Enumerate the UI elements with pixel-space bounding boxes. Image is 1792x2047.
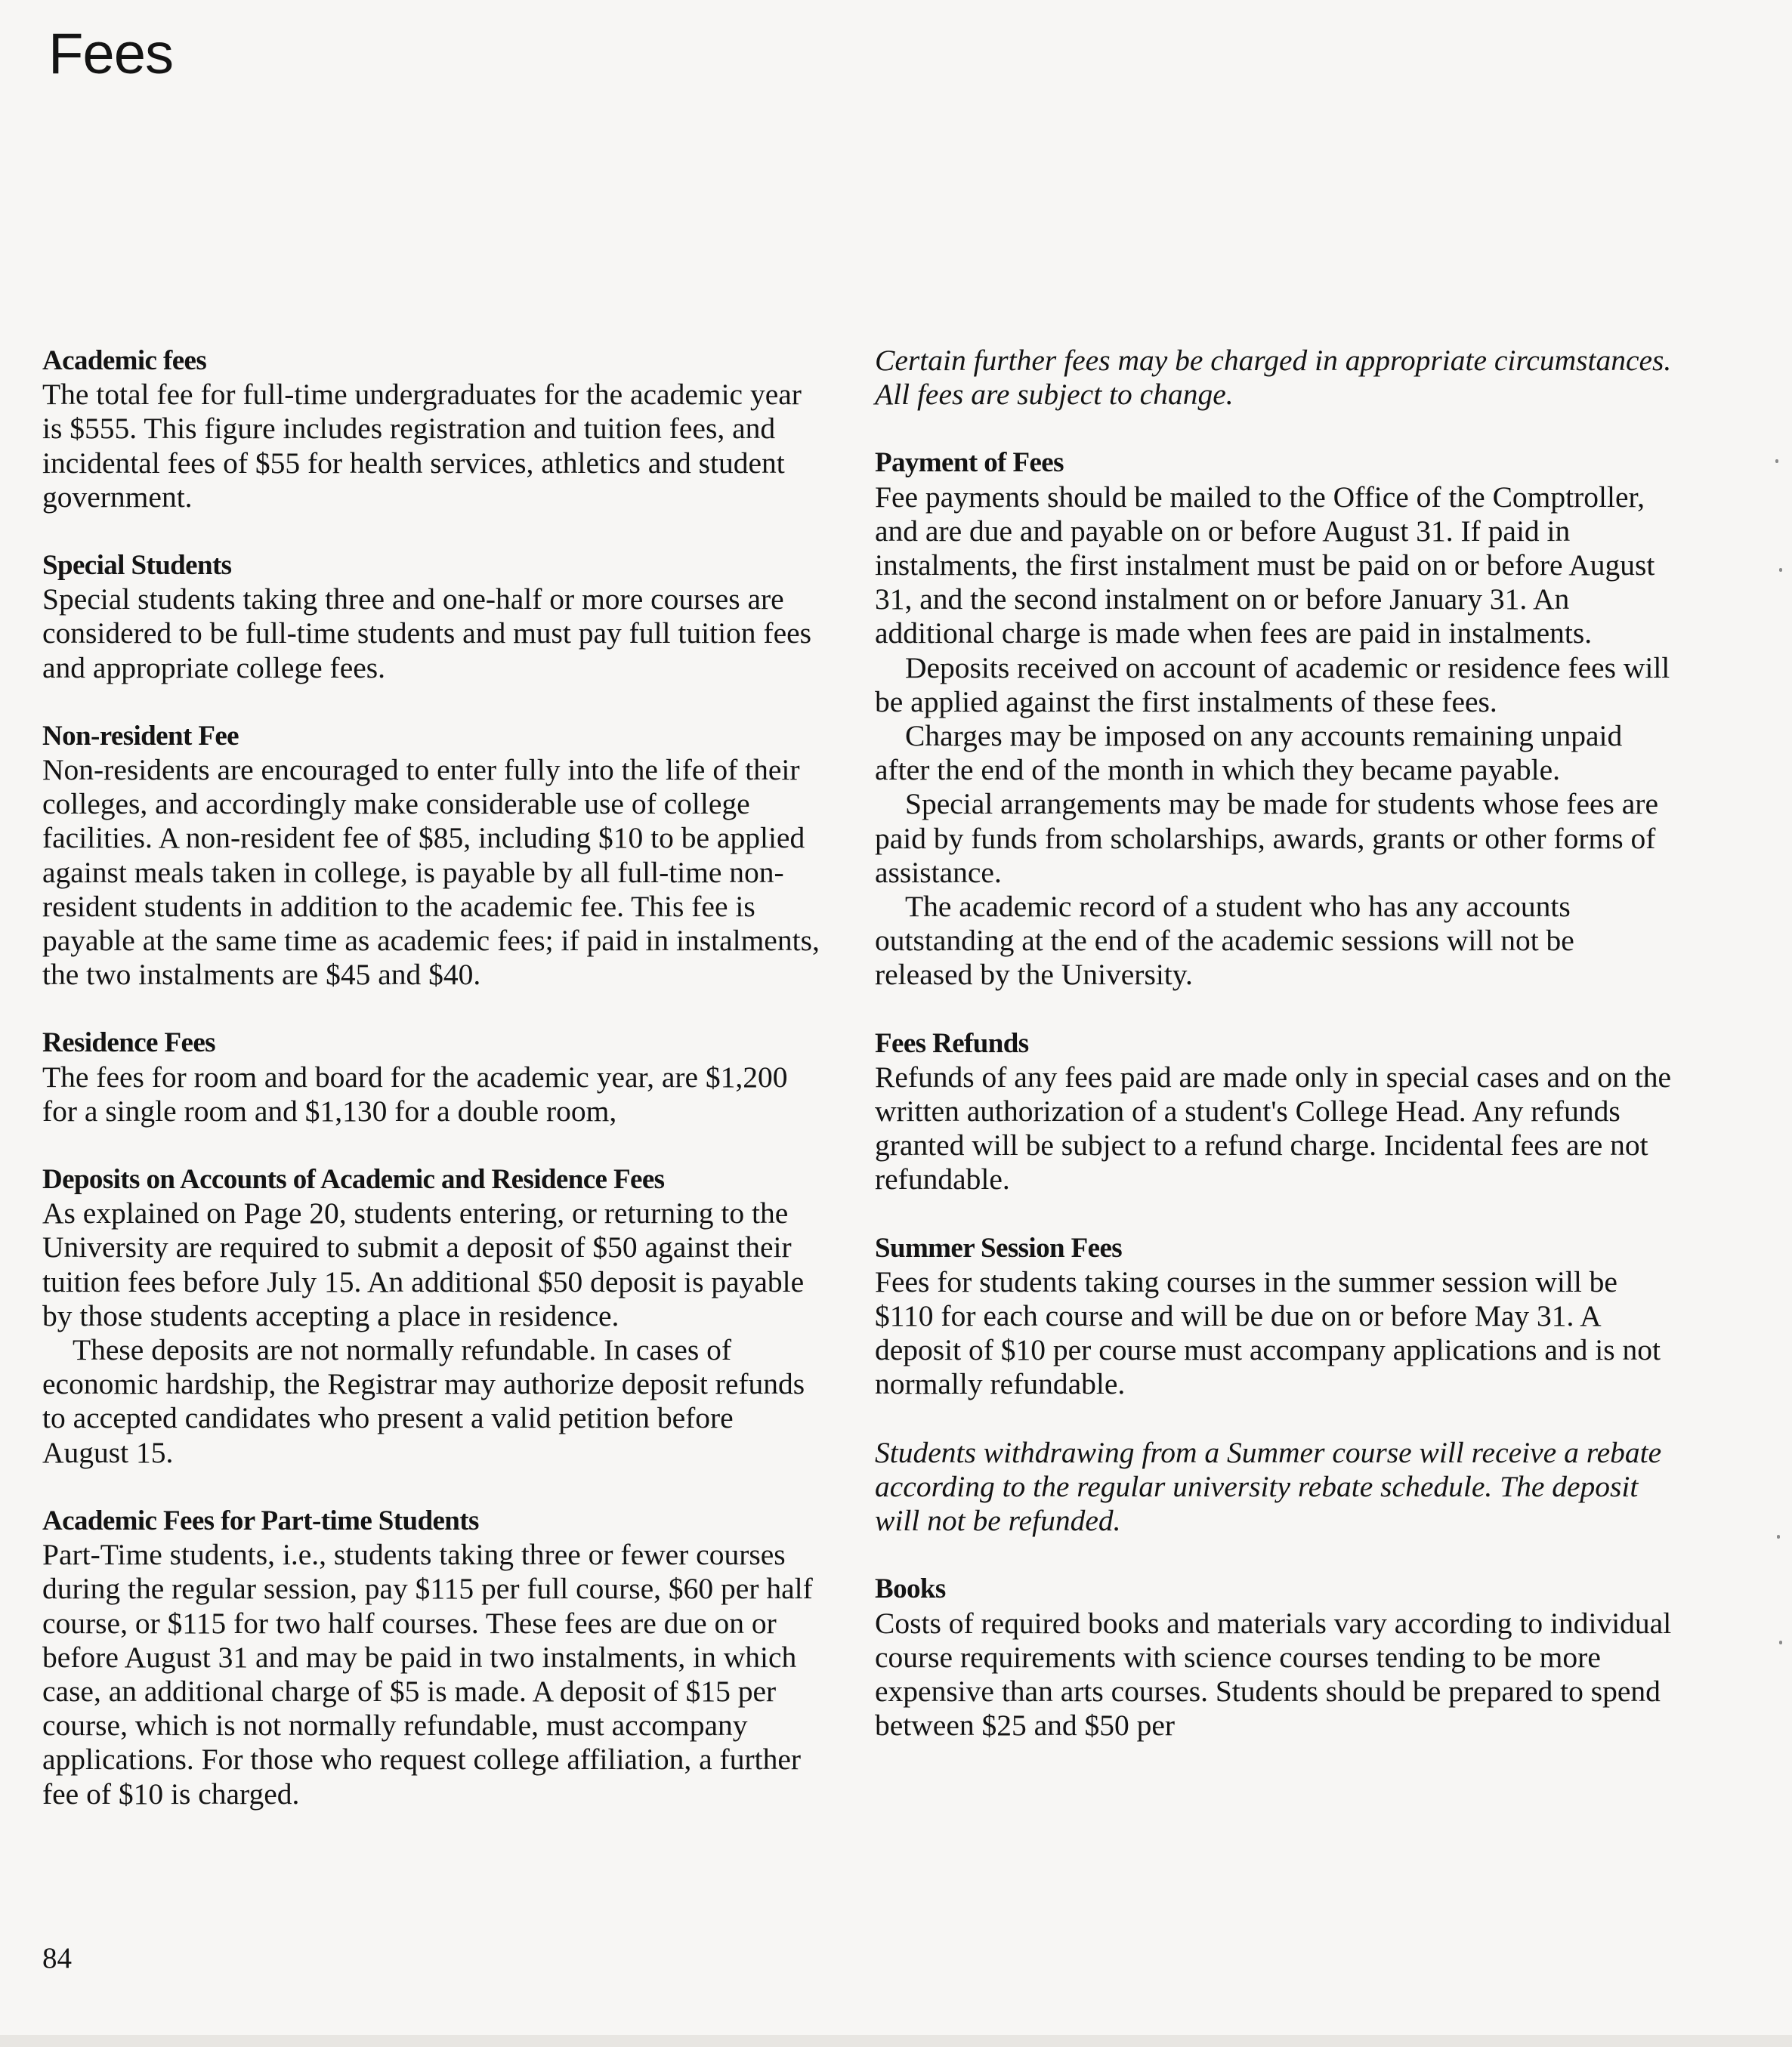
section-heading: Summer Session Fees: [875, 1232, 1123, 1264]
section-residence-fees: [42, 1026, 820, 1128]
section-heading: Payment of Fees: [875, 447, 1064, 479]
section-academic-fees: [42, 344, 820, 514]
italic-note: Students withdrawing from a Summer course will receive a rebate according to the regular university rebate schedule. The deposit will not be refunded.: [875, 1435, 1662, 1538]
section-paragraph: Fee payments should be mailed to the Office of the Comptroller, and are due and payable on or before August 31. If paid in instalments, the first instalment must be paid on or before August 31, and the second instalment on or before January 31. An additional charge is made when fees are paid in instalments.: [875, 480, 1655, 650]
section-paragraph: Non-residents are encouraged to enter fully into the life of their colleges, and accordingly make considerable use of college facilities. A non-resident fee of $85, including $10 to be applied against meals taken in college, is payable by all full-time non-resident students in addition to the academic fee. This fee is payable at the same time as academic fees; if paid in instalments, the two instalments are $45 and $40.: [42, 753, 820, 992]
scan-speck: [1775, 459, 1778, 463]
section-paragraph: The academic record of a student who has any accounts outstanding at the end of the academic sessions will not be released by the University.: [875, 890, 1574, 992]
section-paragraph: Special students taking three and one-half or more courses are considered to be full-time students and must pay full tuition fees and appropriate college fees.: [42, 582, 812, 684]
scan-speck: [1777, 1535, 1780, 1539]
intro-note: Certain further fees may be charged in appropriate circumstances.: [875, 344, 1672, 377]
section-books: [875, 1572, 1676, 1743]
section-non-resident-fee: [42, 719, 820, 993]
left-column: [42, 344, 820, 1845]
scan-speck: [1779, 568, 1782, 572]
section-heading: Non-resident Fee: [42, 720, 239, 752]
summer-withdrawal-note: [875, 1436, 1676, 1539]
section-heading: Residence Fees: [42, 1027, 215, 1059]
section-heading: Fees Refunds: [875, 1027, 1029, 1059]
section-paragraph: These deposits are not normally refundable. In cases of economic hardship, the Registrar may authorize deposit refunds to accepted candidates who present a valid petition before August 15.: [42, 1333, 805, 1469]
section-paragraph: Fees for students taking courses in the summer session will be $110 for each course and will be due on or before May 31. A deposit of $10 per course must accompany applications and is not normally refundable.: [875, 1264, 1661, 1401]
section-heading: Special Students: [42, 550, 232, 582]
section-fees-refunds: [875, 1027, 1676, 1197]
section-heading: Academic Fees for Part-time Students: [42, 1505, 479, 1536]
intro-note: All fees are subject to change.: [875, 378, 1234, 412]
section-payment-of-fees: [875, 446, 1676, 992]
section-heading: Books: [875, 1573, 946, 1605]
right-column: [875, 344, 1676, 1777]
page-title: Fees: [48, 22, 173, 86]
section-paragraph: Special arrangements may be made for students whose fees are paid by funds from scholarships, awards, grants or other forms of assistance.: [875, 787, 1658, 889]
section-paragraph: Deposits received on account of academic or residence fees will be applied against the first instalments of these fees.: [875, 650, 1670, 718]
section-special-students: [42, 548, 820, 685]
section-heading: Deposits on Accounts of Academic and Residence Fees: [42, 1164, 665, 1196]
section-paragraph: As explained on Page 20, students entering, or returning to the University are required to submit a deposit of $50 against their tuition fees before July 15. An additional $50 deposit is payable by those students accepting a place in residence.: [42, 1196, 805, 1332]
scan-speck: [1779, 1641, 1782, 1644]
page-bottom-edge: [0, 2035, 1792, 2047]
section-paragraph: Charges may be imposed on any accounts remaining unpaid after the end of the month in which they became payable.: [875, 719, 1623, 787]
section-paragraph: The total fee for full-time undergraduates for the academic year is $555. This figure includes registration and tuition fees, and incidental fees of $55 for health services, athletics and student government.: [42, 378, 802, 514]
page-number: 84: [42, 1942, 72, 1974]
section-paragraph: Costs of required books and materials vary according to individual course requirements with science courses tending to be more expensive than arts courses. Students should be prepared to spend between $25 and $50 per: [875, 1606, 1672, 1743]
section-deposits: [42, 1162, 820, 1470]
section-heading: Academic fees: [42, 345, 207, 376]
intro-notes: [875, 344, 1676, 412]
section-paragraph: Refunds of any fees paid are made only in special cases and on the written authorization of a student's College Head. Any refunds granted will be subject to a refund charge. Incidental fees are not refundable.: [875, 1060, 1672, 1196]
section-paragraph: Part-Time students, i.e., students taking three or fewer courses during the regular session, pay $115 per full course, $60 per half course, or $115 for two half courses. These fees are due on or before August 31 and may be paid in two instalments, in which case, an additional charge of $5 is made. A deposit of $15 per course, which is not normally refundable, must accompany applications. For those who request college affiliation, a further fee of $10 is charged.: [42, 1538, 813, 1811]
section-paragraph: The fees for room and board for the academic year, are $1,200 for a single room and $1,130 for a double room,: [42, 1060, 788, 1128]
section-summer-session-fees: [875, 1231, 1676, 1402]
section-part-time-fees: [42, 1504, 820, 1811]
